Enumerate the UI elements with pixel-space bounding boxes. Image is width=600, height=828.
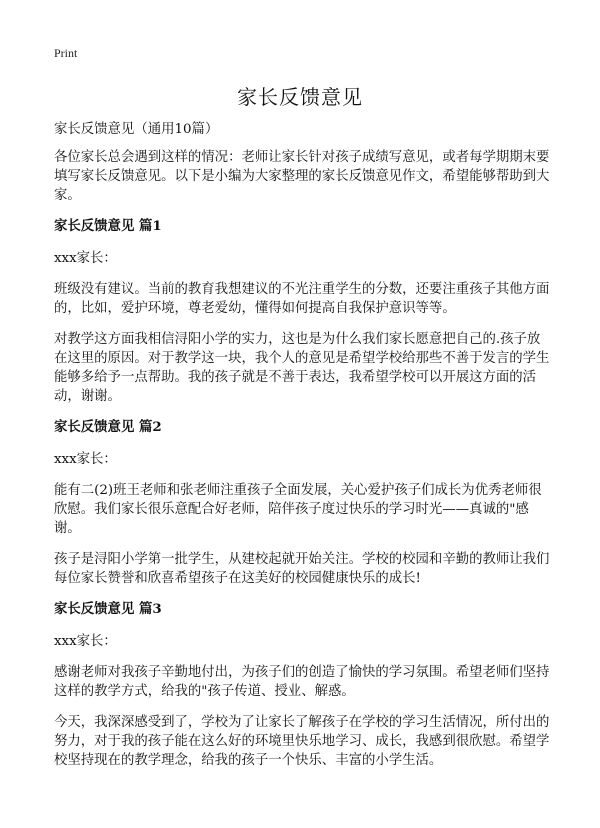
document-subtitle: 家长反馈意见（通用10篇） xyxy=(54,122,219,137)
section-1 xyxy=(54,217,550,406)
section-3 xyxy=(54,600,550,770)
section-heading: 家长反馈意见 篇2 xyxy=(54,419,162,435)
document-title: 家长反馈意见 xyxy=(237,85,363,109)
section-paragraph: 感谢老师对我孩子辛勤地付出，为孩子们的创造了愉快的学习氛围。希望老师们坚持这样的教学方式，给我的"孩子传道、授业、解惑。 xyxy=(54,665,550,699)
section-paragraph: 今天，我深深感受到了，学校为了让家长了解孩子在学校的学习生活情况，所付出的努力，对于我的孩子能在这么好的环境里快乐地学习、成长，我感到很欣慰。希望学校坚持现在的教学理念，给我的孩子一个快乐、丰富的小学生活。 xyxy=(54,715,550,768)
section-paragraph: 孩子是浔阳小学第一批学生，从建校起就开始关注。学校的校园和辛勤的教师让我们每位家长赞誉和欣喜希望孩子在这美好的校园健康快乐的成长! xyxy=(54,552,550,586)
intro-paragraph: 各位家长总会遇到这样的情况：老师让家长针对孩子成绩写意见，或者每学期期末要填写家长反馈意见。以下是小编为大家整理的家长反馈意见作文，希望能够帮助到大家。 xyxy=(54,150,550,203)
print-link[interactable]: Print xyxy=(54,46,78,60)
section-paragraph: 班级没有建议。当前的教育我想建议的不光注重学生的分数，还要注重孩子其他方面的，比如，爱护环境，尊老爱幼，懂得如何提高自我保护意识等等。 xyxy=(54,282,550,316)
section-heading: 家长反馈意见 篇1 xyxy=(54,218,162,234)
section-greeting: xxx家长： xyxy=(54,452,117,467)
section-2 xyxy=(54,418,550,588)
section-paragraph: 能有二(2)班王老师和张老师注重孩子全面发展，关心爱护孩子们成长为优秀老师很欣慰。我们家长很乐意配合好老师，陪伴孩子度过快乐的学习时光——真诚的"感谢。 xyxy=(54,483,542,536)
section-greeting: xxx家长： xyxy=(54,634,117,649)
section-paragraph: 对教学这方面我相信浔阳小学的实力，这也是为什么我们家长愿意把自己的.孩子放在这里的原因。对于教学这一块，我个人的意见是希望学校给那些不善于发言的学生能够多给予一点帮助。我的孩子就是不善于表达，我希望学校可以开展这方面的活动，谢谢。 xyxy=(54,332,550,404)
section-heading: 家长反馈意见 篇3 xyxy=(54,601,162,617)
document-body xyxy=(54,120,550,782)
section-greeting: xxx家长： xyxy=(54,251,117,266)
